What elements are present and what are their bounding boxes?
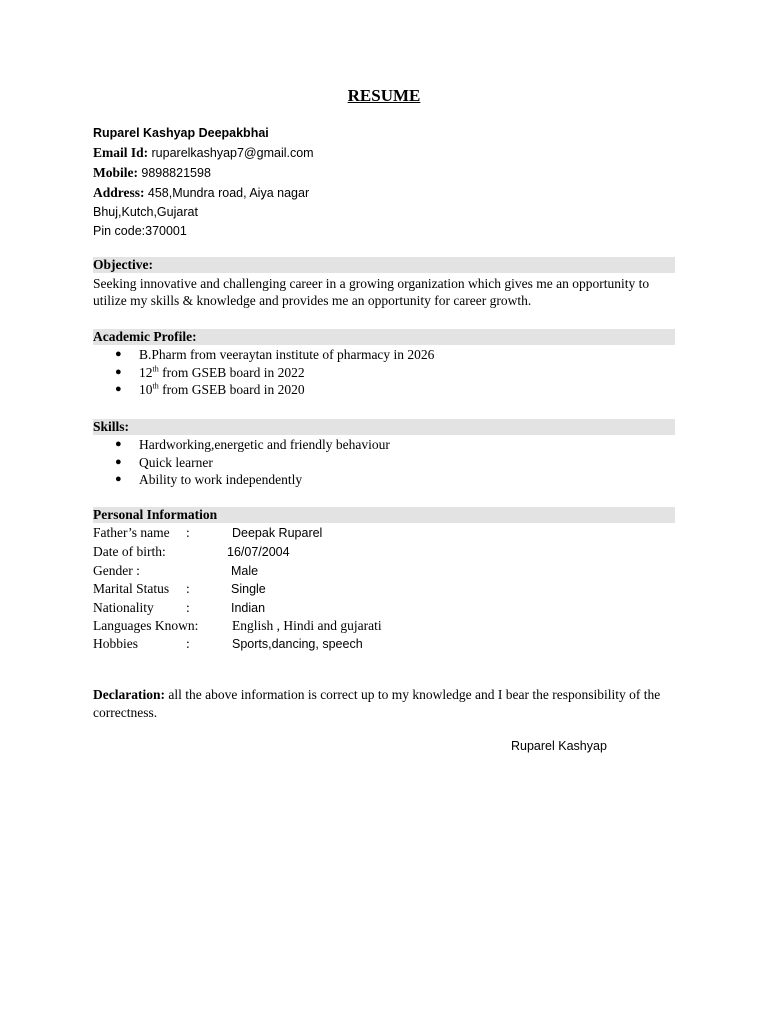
mobile-label: Mobile: — [93, 165, 138, 180]
info-label: Gender : — [93, 563, 140, 578]
academic-item: ● B.Pharm from veeraytan institute of pharmacy in 2026 — [115, 347, 435, 362]
academic-item: ● 10th from GSEB board in 2020 — [115, 381, 305, 397]
email-value: ruparelkashyap7@gmail.com — [151, 146, 314, 160]
signature-name: Ruparel Kashyap — [511, 739, 607, 753]
email-line — [93, 143, 314, 163]
skills-heading: Skills: — [93, 419, 675, 435]
mobile-value: 9898821598 — [141, 166, 211, 180]
info-label: Hobbies — [93, 636, 138, 651]
skill-item: ● Ability to work independently — [115, 472, 303, 487]
info-value: Sports,dancing, speech — [232, 637, 363, 651]
academic-heading: Academic Profile: — [93, 329, 675, 345]
info-label: Languages Known: — [93, 618, 199, 633]
info-label: Marital Status — [93, 581, 170, 596]
objective-text: Seeking innovative and challenging career in a growing organization which gives me an opportunity to utilize my skills & knowledge and provides me an opportunity for career growth. — [93, 276, 650, 308]
bullet-icon: ● — [115, 348, 122, 360]
declaration-text: all the above information is correct up to my knowledge and I bear the responsibility of the correctness. — [93, 687, 661, 720]
objective-heading: Objective: — [93, 257, 675, 273]
info-colon: : — [186, 581, 190, 596]
bullet-icon: ● — [115, 438, 122, 450]
address-value-line2: Bhuj,Kutch,Gujarat — [93, 205, 198, 219]
declaration — [93, 686, 675, 722]
personal-heading: Personal Information — [93, 507, 675, 523]
info-value: Male — [231, 564, 259, 578]
info-colon: : — [186, 525, 190, 540]
bullet-icon: ● — [115, 365, 122, 378]
info-label: Father’s name — [93, 525, 170, 540]
pincode: Pin code:370001 — [93, 224, 187, 238]
info-colon: : — [186, 600, 190, 615]
skill-item: ● Hardworking,energetic and friendly behaviour — [115, 437, 390, 452]
bullet-icon: ● — [115, 473, 122, 485]
info-label: Date of birth: — [93, 544, 166, 559]
info-label: Nationality — [93, 600, 154, 615]
info-value: Single — [231, 582, 266, 596]
address-line — [93, 183, 314, 203]
bullet-icon: ● — [115, 455, 122, 468]
declaration-label: Declaration: — [93, 687, 165, 702]
page-title: RESUME — [347, 86, 421, 105]
skill-item: ● Quick learner — [115, 454, 213, 470]
info-value: 16/07/2004 — [227, 545, 290, 559]
mobile-line — [93, 163, 314, 183]
address-value-line1: 458,Mundra road, Aiya nagar — [147, 186, 310, 200]
info-value: English , Hindi and gujarati — [232, 618, 382, 633]
info-colon: : — [186, 636, 190, 651]
academic-item: ● 12th from GSEB board in 2022 — [115, 364, 305, 380]
info-value: Indian — [231, 601, 266, 615]
email-label: Email Id: — [93, 145, 149, 160]
info-value: Deepak Ruparel — [232, 526, 323, 540]
address-label: Address: — [93, 185, 145, 200]
academic-list — [93, 346, 434, 399]
candidate-name: Ruparel Kashyap Deepakbhai — [93, 126, 269, 140]
contact-block — [93, 124, 314, 241]
bullet-icon: ● — [115, 383, 122, 395]
skills-list — [93, 436, 390, 489]
